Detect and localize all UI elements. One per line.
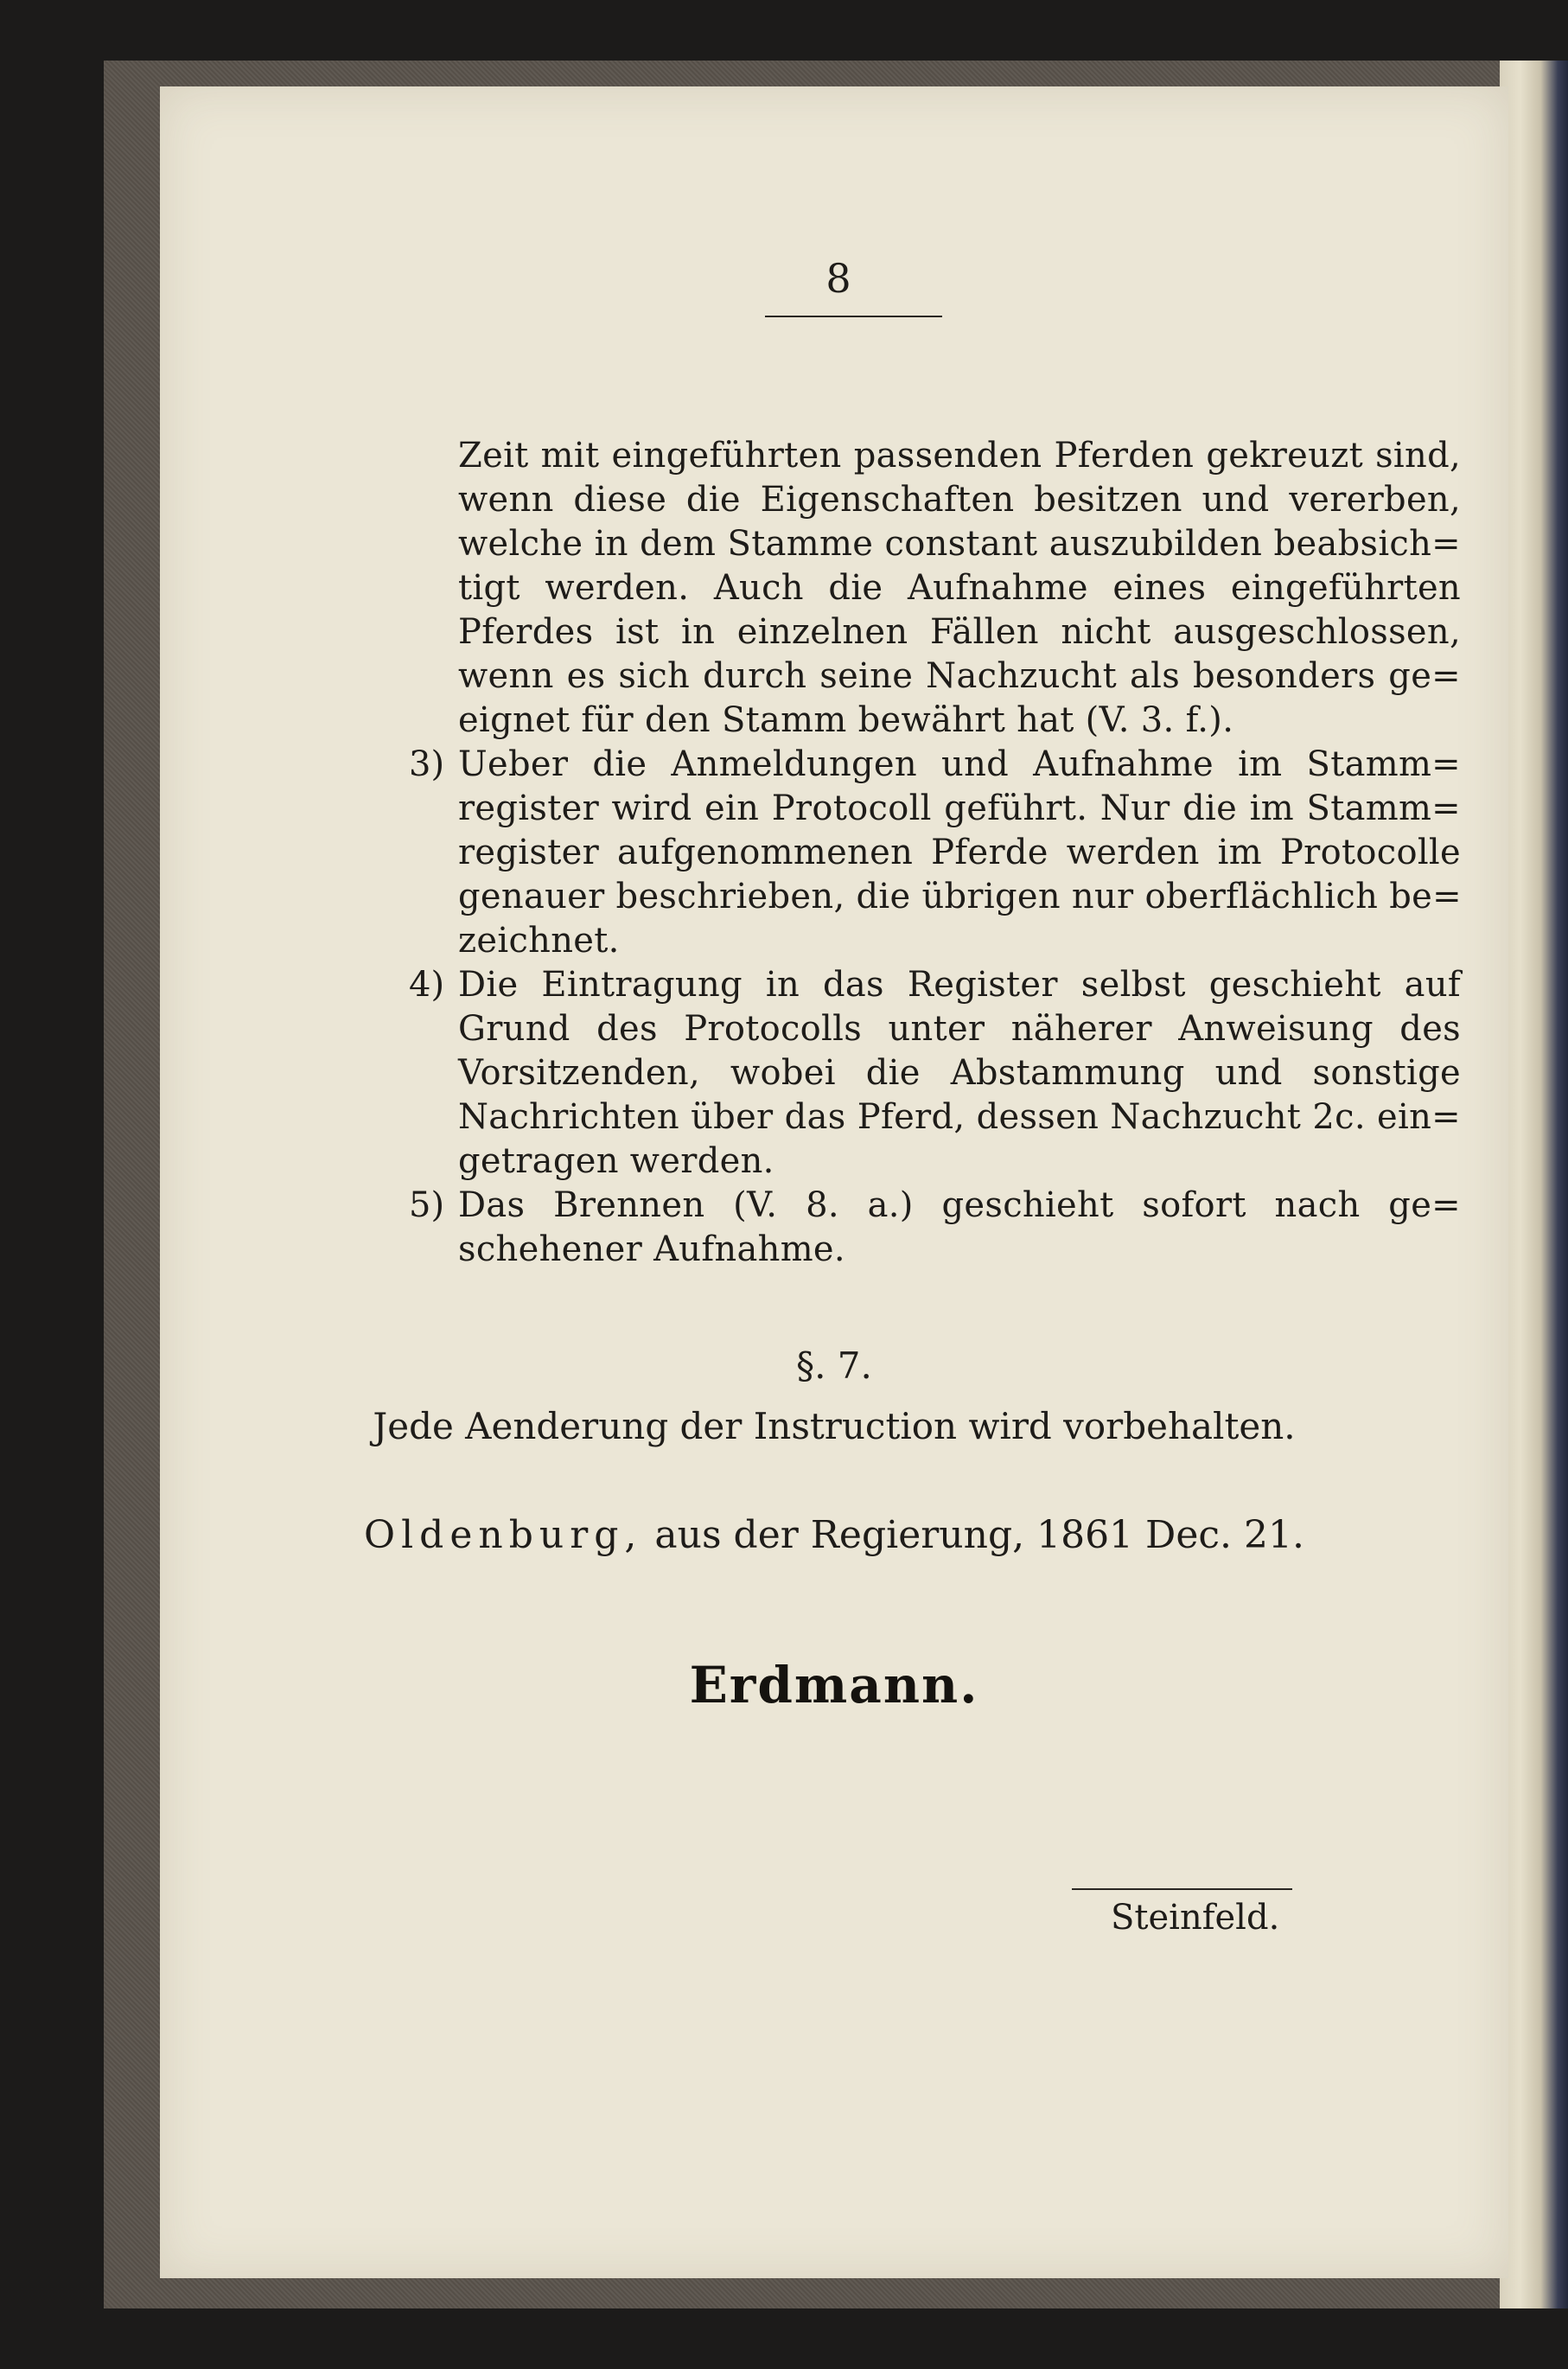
book-spine-edge [1500, 61, 1568, 2308]
printer-name: Steinfeld. [1111, 1898, 1280, 1938]
text-line: wenn diese die Eigenschaften besitzen und vererben, [458, 480, 1461, 520]
text-line: register aufgenommenen Pferde werden im Protocolle [458, 833, 1461, 872]
text-line: schehener Aufnahme. [458, 1229, 845, 1269]
text-line: tigt werden. Auch die Aufnahme eines eingeführten [458, 568, 1461, 608]
item-number: 4) [409, 965, 445, 1005]
text-line: welche in dem Stamme constant auszubilden beabsich= [458, 524, 1461, 564]
text-line: Ueber die Anmeldungen und Aufnahme im Stamm= [458, 744, 1461, 784]
list-item-5 [409, 1184, 1461, 1272]
text-line: Pferdes ist in einzelnen Fällen nicht ausgeschlossen, [458, 612, 1461, 652]
list-item-4 [409, 963, 1461, 1184]
text-line: Grund des Protocolls unter näherer Anweisung des [458, 1009, 1461, 1049]
text-line: zeichnet. [458, 921, 620, 961]
signature: Erdmann. [689, 1656, 979, 1714]
page-number: 8 [825, 255, 851, 302]
text-line: getragen werden. [458, 1141, 774, 1181]
item-number: 3) [409, 744, 445, 784]
text-line: eignet für den Stamm bewährt hat (V. 3. f.). [458, 700, 1234, 740]
book-page [160, 86, 1508, 2278]
instruction-text: Jede Aenderung der Instruction wird vorbehalten. [373, 1405, 1296, 1447]
text-line: Die Eintragung in das Register selbst geschieht auf [458, 965, 1461, 1005]
list-item-3 [409, 743, 1462, 963]
text-line: register wird ein Protocoll geführt. Nur die im Stamm= [458, 789, 1461, 828]
place-date-line [160, 1513, 1508, 1557]
text-line: Zeit mit eingeführten passenden Pferden gekreuzt sind, [458, 436, 1461, 476]
text-line: Das Brennen (V. 8. a.) geschieht sofort nach ge= [458, 1185, 1461, 1225]
body-text [409, 434, 1462, 1272]
item-number: 5) [409, 1185, 445, 1225]
text-line: wenn es sich durch seine Nachzucht als besonders ge= [458, 656, 1461, 696]
header-rule [765, 316, 942, 317]
text-line: genauer beschrieben, die übrigen nur oberflächlich be= [458, 877, 1462, 916]
section-heading: §. 7. [796, 1344, 872, 1387]
date-text: aus der Regierung, 1861 Dec. 21. [654, 1513, 1304, 1557]
text-line: Vorsitzenden, wobei die Abstammung und sonstige [458, 1053, 1461, 1093]
footer-rule [1072, 1888, 1292, 1890]
text-line: Nachrichten über das Pferd, dessen Nachzucht 2c. ein= [458, 1097, 1461, 1137]
place-name: Oldenburg, [364, 1513, 643, 1557]
